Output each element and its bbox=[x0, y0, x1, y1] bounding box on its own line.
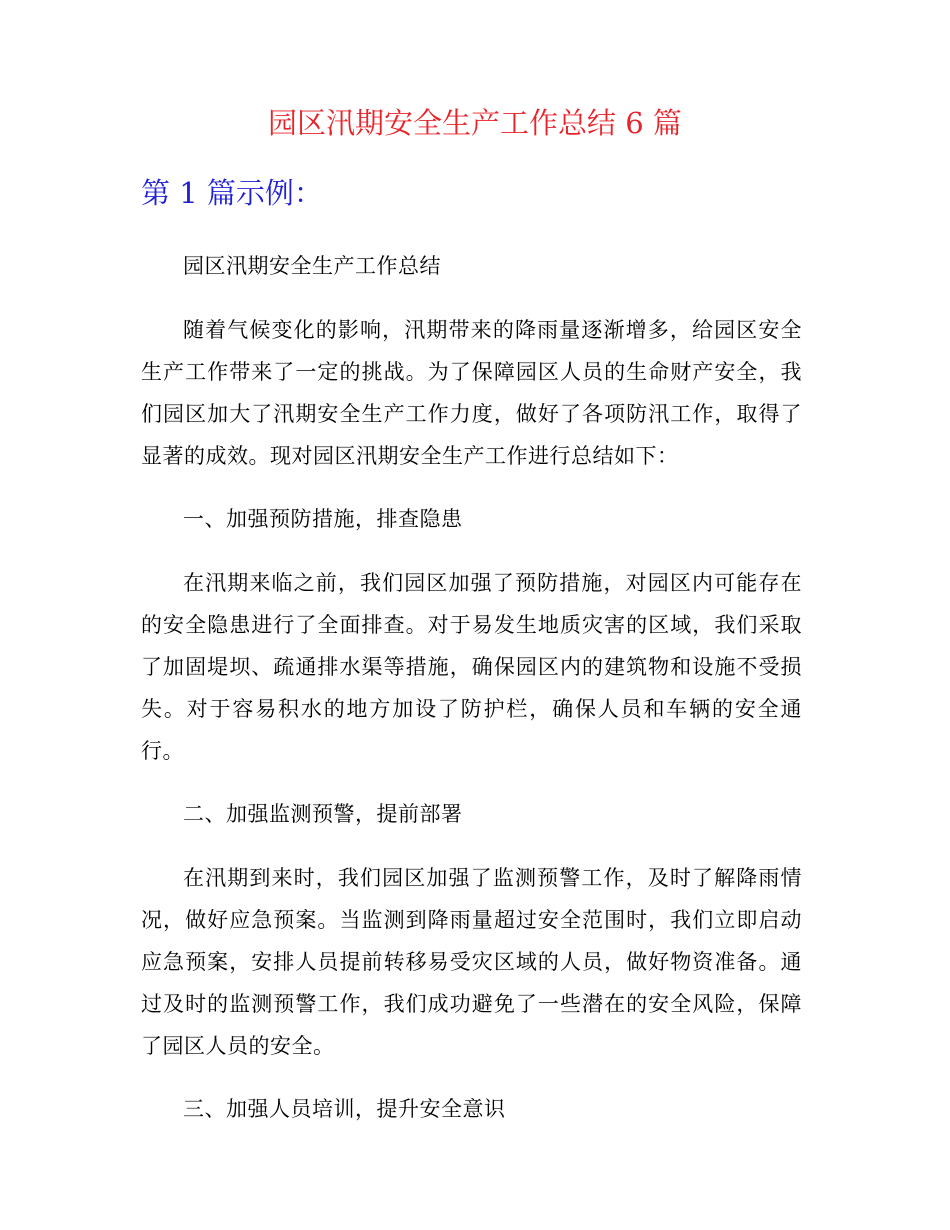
paragraph-intro: 随着气候变化的影响，汛期带来的降雨量逐渐增多，给园区安全生产工作带来了一定的挑战。为了保障园区人员的生命财产安全，我们园区加大了汛期安全生产工作力度，做好了各项防汛工作，取得了显著的成效。现对园区汛期安全生产工作进行总结如下： bbox=[141, 318, 802, 468]
paragraph-heading-1: 一、加强预防措施，排查隐患 bbox=[183, 507, 463, 531]
section-heading: 第 1 篇示例： bbox=[141, 176, 323, 210]
paragraph-heading-3: 三、加强人员培训，提升安全意识 bbox=[183, 1097, 506, 1121]
paragraph-body-1: 在汛期来临之前，我们园区加强了预防措施，对园区内可能存在的安全隐患进行了全面排查。对于易发生地质灾害的区域，我们采取了加固堤坝、疏通排水渠等措施，确保园区内的建筑物和设施不受损失。对于容易积水的地方加设了防护栏，确保人员和车辆的安全通行。 bbox=[141, 571, 802, 763]
paragraph-body-2: 在汛期到来时，我们园区加强了监测预警工作，及时了解降雨情况，做好应急预案。当监测到降雨量超过安全范围时，我们立即启动应急预案，安排人员提前转移易受灾区域的人员，做好物资准备。通过及时的监测预警工作，我们成功避免了一些潜在的安全风险，保障了园区人员的安全。 bbox=[141, 866, 802, 1058]
document-title: 园区汛期安全生产工作总结 6 篇 bbox=[268, 106, 682, 140]
paragraph-subtitle: 园区汛期安全生产工作总结 bbox=[183, 254, 441, 278]
paragraph-heading-2: 二、加强监测预警，提前部署 bbox=[183, 802, 463, 826]
document-body bbox=[141, 245, 802, 1152]
